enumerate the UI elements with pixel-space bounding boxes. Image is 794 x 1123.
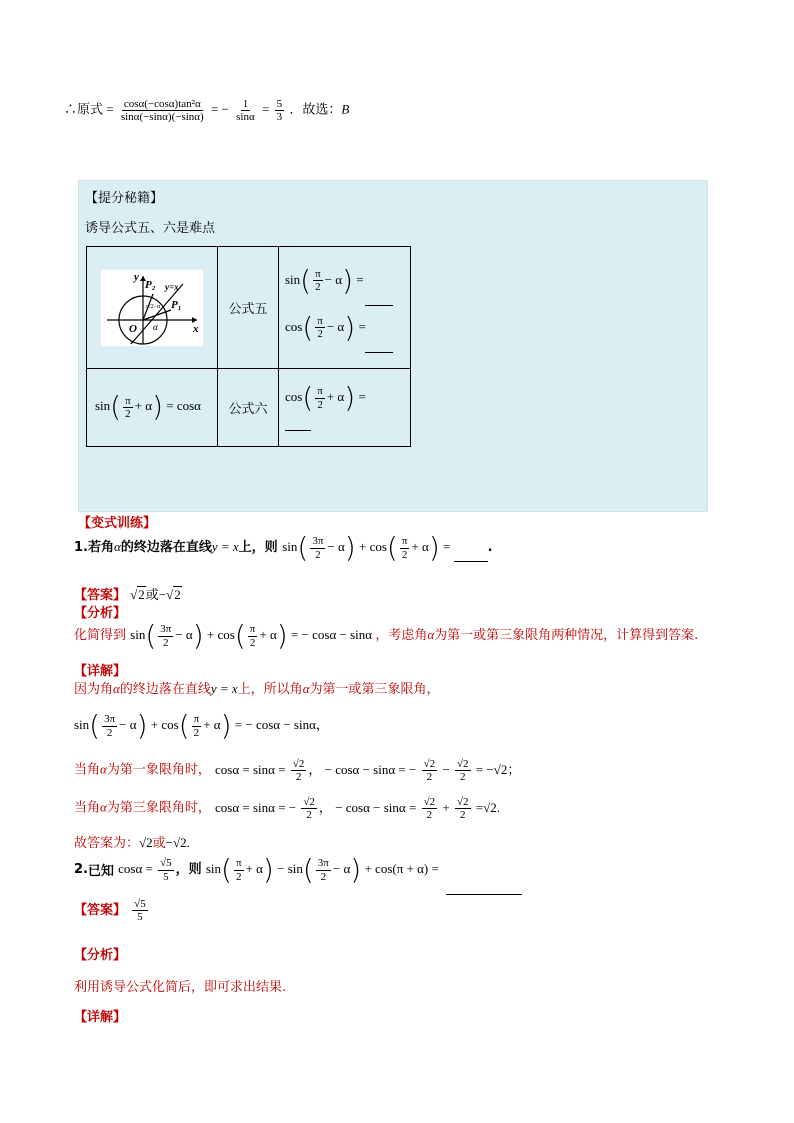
svg-text:O: O xyxy=(129,322,137,335)
q1-detail-case-1: 当角α为第一象限角时， cosα = sinα = $\frac{√2}{2}$ ， − cosα − sinα = − $\frac{√2}{2}$ − $\frac{√2}{2}$ = −√2； xyxy=(74,758,521,784)
q1-analysis-label: 【分析】 xyxy=(74,606,127,621)
svg-text:x: x xyxy=(193,322,199,335)
unit-circle-cell xyxy=(87,247,218,369)
formula-table xyxy=(86,246,411,447)
q2-analysis-label: 【分析】 xyxy=(74,948,127,963)
svg-text:α: α xyxy=(153,321,158,332)
svg-text:y: y xyxy=(134,270,139,283)
blank-6[interactable] xyxy=(285,430,311,431)
q1-detail-label: 【详解】 xyxy=(74,664,127,679)
q2-blank[interactable] xyxy=(446,880,522,895)
q1-final-answer: 故答案为：√2或−√2. xyxy=(74,835,190,851)
formula-6-cell xyxy=(279,369,411,447)
svg-text:y=x: y=x xyxy=(165,281,179,292)
formula-6-given-cell xyxy=(87,369,218,447)
blank-5a[interactable] xyxy=(365,305,393,306)
blank-5b[interactable] xyxy=(365,352,393,353)
label-cell-5: 公式五 xyxy=(218,247,279,369)
answer-letter: B xyxy=(341,101,350,117)
fraction-3: $\frac{5}{3}$ xyxy=(276,98,283,124)
svg-text:P₂: P₂ xyxy=(145,278,156,291)
fraction-2: $\frac{1}{\sin\alpha}$ xyxy=(236,98,255,124)
formula-5b: cos( $\frac{\pi}{2}$ − α) = xyxy=(285,310,366,344)
unit-circle-diagram xyxy=(101,270,203,346)
formula-prefix: ∴原式 = xyxy=(64,101,114,117)
q1-detail-line-2: sin( $\frac{3\pi}{2}$ − α) + cos( $\frac{\pi}{2}$ + α) = − cosα − sinα， xyxy=(74,709,329,742)
svg-text:π/2−α: π/2−α xyxy=(146,303,161,310)
q2-detail-label: 【详解】 xyxy=(74,1010,127,1025)
formula-line-1: ∴原式 = $\frac{\text{cosα(−cosα)tan²α}}{\sin\alpha(-\sin\alpha)(-\sin\alpha)}$ = − $\frac{1}{\sin\alpha}$ = $\frac{5}{3}$ ．故选：B xyxy=(64,98,350,124)
practice-title: 【变式训练】 xyxy=(78,516,157,531)
formula-6-given: sin( $\frac{\pi}{2}$ + α) = cosα xyxy=(95,390,201,424)
q2-answer-row: 【答案】 $\frac{√5}{5}$ xyxy=(74,898,146,924)
tip-box xyxy=(78,180,708,512)
formula-5-cell xyxy=(279,247,411,369)
q1-detail-line-1: 因为角α的终边落在直线y = x上，所以角α为第一或第三象限角， xyxy=(74,681,440,697)
q1-detail-case-3: 当角α为第三象限角时， cosα = sinα = − $\frac{√2}{2}$ ， − cosα − sinα = $\frac{√2}{2}$ + $\frac{√2}{2}$ =√2. xyxy=(74,796,500,822)
tip-title: 【提分秘籍】 xyxy=(85,191,164,206)
formula-5a: sin( $\frac{\pi}{2}$ − α) = xyxy=(285,263,364,297)
q1-answer-row: 【答案】 √2或−√2 xyxy=(74,587,181,603)
question-2: 2.已知 cosα = $\frac{√5}{5}$ ，则 sin( $\frac{\pi}{2}$ + α) − sin( $\frac{3\pi}{2}$ − α) + cos(π + α) = xyxy=(74,853,439,886)
formula-6: cos( $\frac{\pi}{2}$ + α) = xyxy=(285,381,366,414)
fraction-main: $\frac{\text{cosα(−cosα)tan²α}}{\sin\alpha(-\sin\alpha)(-\sin\alpha)}$ xyxy=(120,98,204,124)
svg-text:P₁: P₁ xyxy=(171,298,182,311)
question-1: 1.若角α的终边落在直线y = x上，则 sin( $\frac{3\pi}{2}$ − α) + cos( $\frac{\pi}{2}$ + α) = . xyxy=(74,531,493,564)
q2-analysis: 利用诱导公式化简后，即可求出结果. xyxy=(74,980,287,995)
q1-analysis: 化简得到 sin( $\frac{3\pi}{2}$ − α) + cos( $\frac{\pi}{2}$ + α) = − cosα − sinα ，考虑角α为第一或第三象限角两种情况，计算得到答案. xyxy=(74,619,699,652)
tip-subtitle: 诱导公式五、六是难点 xyxy=(85,221,216,236)
label-cell-6: 公式六 xyxy=(218,369,279,447)
q1-blank[interactable] xyxy=(454,561,488,562)
